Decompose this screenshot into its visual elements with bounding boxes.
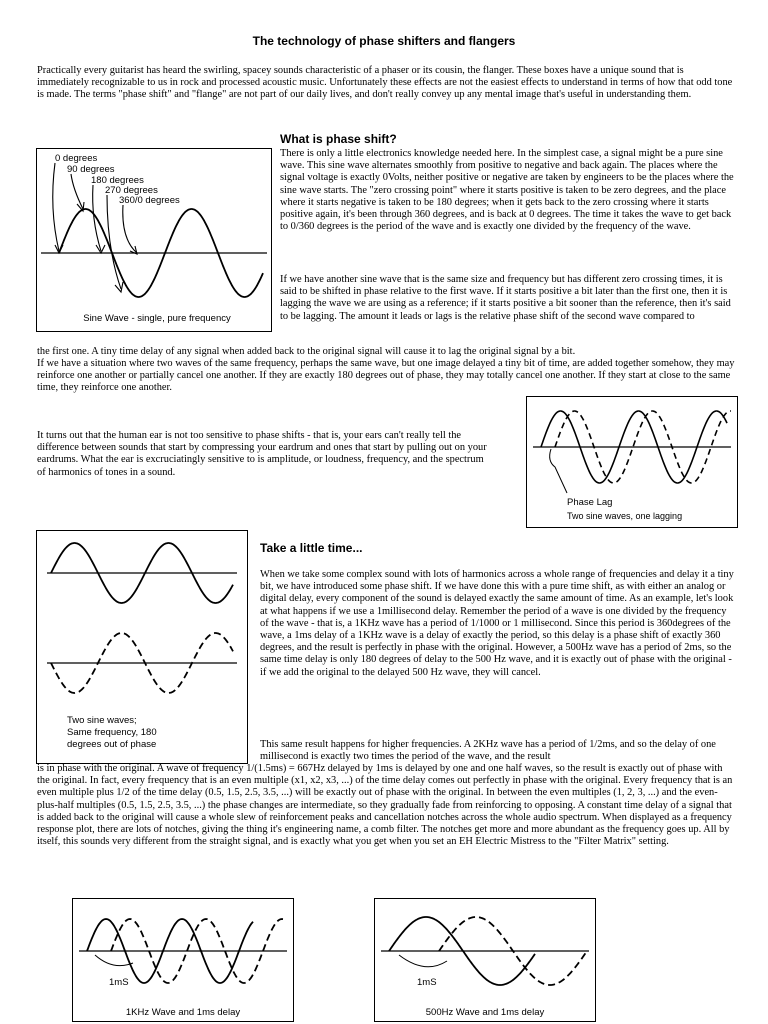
label-0-degrees: 0 degrees — [55, 153, 98, 164]
label-270-degrees: 270 degrees — [105, 185, 158, 196]
500hz-delay-figure — [374, 898, 596, 1022]
label-180-degrees: 180 degrees — [91, 175, 144, 186]
section2-para2-continued: is in phase with the original. A wave of frequency 1/(1.5ms) = 667Hz delayed by 1ms is delayed by one and one half waves, so the result is exactly out of phase with the original. In fact, every frequency that is an even multiple (x1, x2, x3, ...) of the time delay comes out perfectly in phase with the original. Every frequency that is an even multiple plus 1/2 of the time delay (0.5, 1.5, 2.5, 3.5, ...) will be exactly out of phase with the original. In between the even multiples (1, 2, 3, ...) and the even-plus-half multiples (0.5, 1.5, 2.5, 3.5, ...) the phase changes are intermediate, so they gradually fade from reinforcing to opposing. A constant time delay of a signal that is added back to the original will cause a whole slew of reinforcement peaks and cancellation notches across the whole audio spectrum. When displayed as a frequency response plot, there are lots of notches, giving the thing it's engineering name, a comb filter. The notches get more and more abundant as the frequency goes up. All by itself, this sounds very different from the straight signal, and is exactly what you get when you set an EH Electric Mistress to the "Filter Matrix" setting. — [37, 763, 733, 848]
phase-lag-figure — [526, 396, 738, 528]
section1-para4: It turns out that the human ear is not too sensitive to phase shifts - that is, your ears can't really tell the difference between sounds that start by compressing your eardrum and ones that start by pulling out on your eardrums. What the ear is excruciatingly sensitive to is amplitude, or loudness, frequency, and the spectrum of harmonics of tones in a sound. — [37, 430, 487, 478]
section1-para2-continued: the first one. A tiny time delay of any signal when added back to the original signal will cause it to lag the original signal by a bit. — [37, 346, 576, 357]
page-title: The technology of phase shifters and flangers — [252, 34, 516, 48]
fig5-caption: 500Hz Wave and 1ms delay — [425, 1007, 545, 1018]
sine-wave-figure — [36, 148, 272, 332]
heading-take-a-little-time: Take a little time... — [260, 541, 363, 555]
section1-para1: There is only a little electronics knowledge needed here. In the simplest case, a signal might be a pure sine wave. This sine wave alternates smoothly from positive to negative and back again. The places where the signal voltage is exactly 0Volts, neither positive or negative are taken by engineers to be the places where the sine wave starts. The "zero crossing point" where it starts positive is taken to be zero degrees, and the place where it starts negative is taken to be 180 degrees; when it gets back to the zero crossing where it starts positive again, it's been through 360 degrees, and is back at 0 degrees. The time it takes the wave to get back to 0/360 degrees is the period of the wave and is exactly one divided by the frequency of the wave. — [280, 148, 734, 233]
section2-para1: When we take some complex sound with lots of harmonics across a whole range of frequencies and delay it a tiny bit, we have introduced some phase shift. If we have done this with a pure time shift, as with either an analog or digital delay, every component of the sound is delayed exactly the same amount of time. As an example, let's look at what happens if we use a 1millisecond delay. Remember the period of a wave is one divided by the frequency of the wave - that is, a 1KHz wave has a period of 1/1000 or 1 millisecond. Since this period is 360degrees of the wave, a 1ms delay of a 1KHz wave is a delay of exactly the period, so this delay is a phase shift of exactly 360 degrees, and the result is perfectly in phase with the original. However, a 500Hz wave has a period of 2ms, so the same time delay is only 180 degrees of delay to the 500 Hz wave, and it is exactly out of phase with the original - if we add the original to the delayed 500 Hz wave, they will cancel. — [260, 569, 734, 678]
fig3-caption-line3: degrees out of phase — [67, 739, 157, 750]
section1-para2: If we have another sine wave that is the same size and frequency but has different zero crossing times, it is said to be shifted in phase relative to the first wave. If it starts positive a bit later than the first one, then it is lagging the wave we are using as a reference; if it starts positive a bit sooner than the reference, then it's said to be lagging. The amount it leads or lags is the relative phase shift of the second wave compared to — [280, 274, 731, 322]
1khz-delay-figure — [72, 898, 294, 1022]
label-360-degrees: 360/0 degrees — [119, 195, 180, 206]
section2-para2: This same result happens for higher frequencies. A 2KHz wave has a period of 1/2ms, and so the delay of one millisecond is exactly two times the period of the wave, and the result — [260, 739, 716, 763]
intro-paragraph: Practically every guitarist has heard the swirling, spacey sounds characteristic of a phaser or its cousin, the flanger. These boxes have a unique sound that is immediately recognizable to us in rock and processed acoustic music. Unfortunately these effects are not the easiest effects to understand in terms of how that odd tone is made. The terms "phase shift" and "flange" are not part of our daily lives, and don't really convey up any mental image that's useful in understanding them. — [37, 65, 733, 101]
section1-para3: If we have a situation where two waves of the same frequency, perhaps the same wave, but one image delayed a tiny bit of time, are added together somehow, they may reinforce one another or partially cancel one another. If they are exactly 180 degrees out of phase, they may totally cancel one another. If they start at close to the same time, they reinforce one another. — [37, 358, 735, 394]
fig3-caption-line2: Same frequency, 180 — [67, 727, 157, 738]
fig5-1ms-label: 1mS — [417, 977, 437, 988]
fig3-caption-line1: Two sine waves; — [67, 715, 137, 726]
fig4-1ms-label: 1mS — [109, 977, 129, 988]
fig2-caption: Two sine waves, one lagging — [567, 511, 683, 521]
label-90-degrees: 90 degrees — [67, 164, 115, 175]
phase-lag-label: Phase Lag — [567, 497, 613, 508]
heading-phase-shift: What is phase shift? — [280, 132, 397, 146]
fig4-caption: 1KHz Wave and 1ms delay — [125, 1007, 241, 1018]
fig1-caption: Sine Wave - single, pure frequency — [83, 313, 231, 324]
out-of-phase-figure — [36, 530, 248, 764]
